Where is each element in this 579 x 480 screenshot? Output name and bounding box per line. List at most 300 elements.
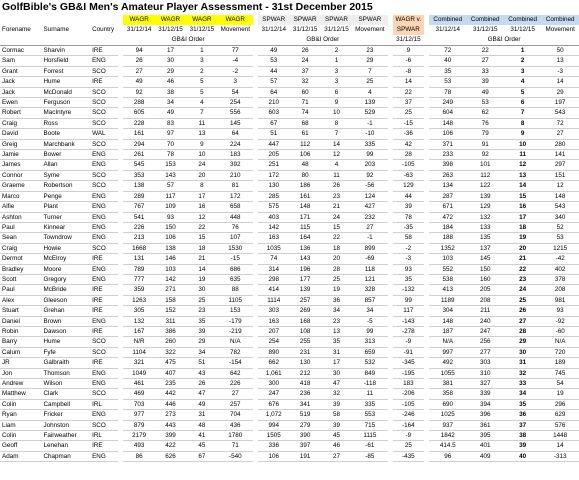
combined-header: Combined bbox=[504, 15, 541, 25]
spwar-header: SPWAR bbox=[289, 15, 320, 25]
wagr-vs-spwar-cell: -15 bbox=[393, 118, 424, 128]
header-row bbox=[0, 35, 579, 46]
country-cell: SCO bbox=[90, 108, 118, 118]
combined-movement-cell: -42 bbox=[541, 254, 579, 264]
spwar-cell: 3 bbox=[321, 77, 352, 87]
wagr-date-header: Movement bbox=[220, 26, 250, 33]
wagr-cell: 1105 bbox=[218, 295, 253, 305]
wagr-cell: 18 bbox=[186, 243, 217, 253]
wagr-cell: 1530 bbox=[218, 243, 253, 253]
spwar-cell: 403 bbox=[258, 212, 289, 222]
spwar-cell: 26 bbox=[289, 46, 320, 56]
combined-cell: 303 bbox=[467, 358, 504, 368]
combined-order-cell: 20 bbox=[504, 243, 541, 253]
surname-cell: Clark bbox=[42, 389, 91, 399]
spwar-cell: 99 bbox=[352, 326, 387, 336]
spwar-cell: 27 bbox=[321, 451, 352, 461]
combined-cell: 205 bbox=[467, 285, 504, 295]
country-cell: ENG bbox=[90, 274, 118, 284]
wagr-cell: 131 bbox=[123, 254, 154, 264]
forename-cell: Alex bbox=[0, 295, 42, 305]
spwar-cell: 414 bbox=[258, 285, 289, 295]
wagr-cell: 138 bbox=[155, 243, 186, 253]
combined-header: Combined bbox=[467, 15, 504, 25]
wagr-cell: 24 bbox=[186, 160, 217, 170]
spwar-cell: 418 bbox=[289, 379, 320, 389]
forename-cell: Ryan bbox=[0, 410, 42, 420]
surname-cell: Campbell bbox=[42, 399, 91, 409]
wagr-vs-spwar-cell: 37 bbox=[393, 98, 424, 108]
combined-date-header: 31/12/15 bbox=[510, 26, 535, 33]
wagr-cell: 5 bbox=[186, 77, 217, 87]
combined-order-cell: 4 bbox=[504, 77, 541, 87]
spwar-cell: 139 bbox=[289, 285, 320, 295]
spwar-cell: 603 bbox=[258, 108, 289, 118]
wagr-cell: 273 bbox=[155, 410, 186, 420]
spwar-cell: 36 bbox=[321, 295, 352, 305]
spwar-cell: 210 bbox=[258, 98, 289, 108]
wagr-cell: 545 bbox=[123, 160, 154, 170]
surname-cell: Fricker bbox=[42, 410, 91, 420]
country-cell: ENG bbox=[90, 202, 118, 212]
wagr-cell: 704 bbox=[218, 410, 253, 420]
wagr-cell: 311 bbox=[155, 316, 186, 326]
combined-order-cell: 35 bbox=[504, 399, 541, 409]
wagr-cell: 288 bbox=[123, 98, 154, 108]
wagr-vs-spwar-date-header: 31/12/15 bbox=[393, 35, 424, 46]
combined-cell: 53 bbox=[429, 77, 466, 87]
combined-movement-cell: 52 bbox=[541, 222, 579, 232]
spwar-cell: 207 bbox=[258, 326, 289, 336]
forename-cell: Graeme bbox=[0, 181, 42, 191]
combined-order-cell: 12 bbox=[504, 160, 541, 170]
spwar-cell: 849 bbox=[352, 368, 387, 378]
forename-cell: Liam bbox=[0, 420, 42, 430]
wagr-cell: 789 bbox=[123, 264, 154, 274]
wagr-cell: 51 bbox=[186, 358, 217, 368]
wagr-cell: 16 bbox=[186, 202, 217, 212]
spwar-cell: 161 bbox=[289, 191, 320, 201]
wagr-cell: 321 bbox=[123, 358, 154, 368]
combined-cell: 96 bbox=[429, 451, 466, 461]
combined-gbi-order-header: GB&I Order bbox=[429, 35, 579, 46]
table-row bbox=[0, 368, 579, 378]
spwar-cell: 890 bbox=[258, 347, 289, 357]
combined-cell: 395 bbox=[467, 431, 504, 441]
spwar-cell: 31 bbox=[321, 347, 352, 357]
spwar-cell: 24 bbox=[321, 212, 352, 222]
country-cell: SCO bbox=[90, 337, 118, 347]
spwar-cell: 17 bbox=[321, 358, 352, 368]
surname-cell: Kinnear bbox=[42, 222, 91, 232]
spwar-cell: 46 bbox=[321, 441, 352, 451]
combined-movement-cell: 1215 bbox=[541, 243, 579, 253]
spwar-cell: 171 bbox=[289, 212, 320, 222]
wagr-cell: 294 bbox=[123, 139, 154, 149]
spwar-cell: 519 bbox=[289, 410, 320, 420]
spwar-cell: 118 bbox=[352, 264, 387, 274]
combined-cell: 310 bbox=[467, 368, 504, 378]
surname-cell: Brown bbox=[42, 316, 91, 326]
wagr-cell: 71 bbox=[218, 441, 253, 451]
wagr-cell: 777 bbox=[123, 274, 154, 284]
spwar-cell: 335 bbox=[352, 139, 387, 149]
surname-cell: Fyfe bbox=[42, 347, 91, 357]
combined-cell: 150 bbox=[467, 264, 504, 274]
table-row bbox=[0, 139, 579, 149]
combined-order-cell: 17 bbox=[504, 212, 541, 222]
spwar-cell: 60 bbox=[289, 87, 320, 97]
spwar-cell: 23 bbox=[321, 316, 352, 326]
spwar-cell: 28 bbox=[321, 264, 352, 274]
spwar-cell: 121 bbox=[352, 274, 387, 284]
wagr-vs-spwar-header: SPWAR bbox=[393, 25, 424, 35]
combined-movement-cell: 189 bbox=[541, 358, 579, 368]
wagr-vs-spwar-cell: 99 bbox=[393, 295, 424, 305]
forename-cell: Andrew bbox=[0, 379, 42, 389]
combined-cell: 160 bbox=[467, 274, 504, 284]
combined-movement-cell: 745 bbox=[541, 368, 579, 378]
country-cell: ENG bbox=[90, 56, 118, 66]
wagr-cell: 686 bbox=[218, 264, 253, 274]
combined-order-cell: 15 bbox=[504, 191, 541, 201]
wagr-vs-spwar-cell: 58 bbox=[393, 233, 424, 243]
country-cell: IRL bbox=[90, 431, 118, 441]
forename-cell: Jack bbox=[0, 87, 42, 97]
wagr-cell: -4 bbox=[218, 56, 253, 66]
forename-cell: Stuart bbox=[0, 306, 42, 316]
wagr-cell: 658 bbox=[218, 202, 253, 212]
page-title: GolfBible's GB&I Men's Amateur Player Assessment - 31st December 2015 bbox=[2, 1, 373, 13]
combined-order-cell: 29 bbox=[504, 337, 541, 347]
wagr-cell: 27 bbox=[123, 66, 154, 76]
spwar-cell: 92 bbox=[352, 170, 387, 180]
wagr-vs-spwar-cell: -35 bbox=[393, 222, 424, 232]
wagr-vs-spwar-cell: 35 bbox=[393, 274, 424, 284]
country-cell: IRE bbox=[90, 285, 118, 295]
combined-order-cell: 13 bbox=[504, 170, 541, 180]
spwar-cell: 23 bbox=[352, 46, 387, 56]
combined-movement-cell: 151 bbox=[541, 170, 579, 180]
surname-cell: Hume bbox=[42, 337, 91, 347]
spwar-cell: 142 bbox=[258, 222, 289, 232]
surname-cell: Horsfield bbox=[42, 56, 91, 66]
combined-movement-cell: 280 bbox=[541, 139, 579, 149]
wagr-cell: 150 bbox=[155, 222, 186, 232]
wagr-vs-spwar-cell: -278 bbox=[393, 326, 424, 336]
wagr-cell: 145 bbox=[218, 118, 253, 128]
spwar-cell: 1115 bbox=[352, 431, 387, 441]
wagr-cell: 359 bbox=[123, 285, 154, 295]
spwar-cell: 251 bbox=[258, 160, 289, 170]
spwar-cell: 1505 bbox=[258, 431, 289, 441]
wagr-cell: 257 bbox=[218, 399, 253, 409]
spwar-cell: 18 bbox=[321, 243, 352, 253]
combined-cell: 211 bbox=[467, 306, 504, 316]
forename-cell: Robin bbox=[0, 326, 42, 336]
wagr-cell: 43 bbox=[186, 368, 217, 378]
combined-cell: 277 bbox=[467, 347, 504, 357]
combined-order-cell: 7 bbox=[504, 108, 541, 118]
spwar-cell: -61 bbox=[352, 441, 387, 451]
country-cell: ENG bbox=[90, 150, 118, 160]
spwar-cell: 143 bbox=[289, 254, 320, 264]
wagr-vs-spwar-cell: 25 bbox=[393, 441, 424, 451]
combined-cell: 39 bbox=[467, 77, 504, 87]
wagr-cell: 27 bbox=[218, 389, 253, 399]
wagr-cell: 461 bbox=[123, 379, 154, 389]
spwar-cell: 314 bbox=[258, 264, 289, 274]
wagr-cell: 3 bbox=[186, 56, 217, 66]
wagr-vs-spwar-cell: -164 bbox=[393, 420, 424, 430]
spwar-header: SPWAR bbox=[258, 15, 289, 25]
country-cell: IRE bbox=[90, 326, 118, 336]
wagr-cell: 260 bbox=[155, 337, 186, 347]
combined-cell: 538 bbox=[429, 274, 466, 284]
table-row bbox=[0, 202, 579, 212]
combined-cell: 937 bbox=[429, 420, 466, 430]
combined-cell: 78 bbox=[429, 87, 466, 97]
spwar-header: SPWAR bbox=[321, 15, 352, 25]
spwar-cell: 196 bbox=[289, 264, 320, 274]
wagr-cell: 2 bbox=[186, 66, 217, 76]
wagr-cell: 322 bbox=[155, 347, 186, 357]
spwar-cell: 130 bbox=[258, 181, 289, 191]
combined-cell: 240 bbox=[467, 316, 504, 326]
surname-cell: Boote bbox=[42, 129, 91, 139]
wagr-cell: 469 bbox=[123, 389, 154, 399]
table-row bbox=[0, 108, 579, 118]
wagr-vs-spwar-header: WAGR v. bbox=[393, 15, 424, 25]
spwar-cell: -1 bbox=[352, 233, 387, 243]
combined-order-cell: 16 bbox=[504, 202, 541, 212]
wagr-cell: 97 bbox=[155, 129, 186, 139]
combined-cell: 148 bbox=[429, 316, 466, 326]
wagr-cell: 399 bbox=[155, 431, 186, 441]
forename-cell: Geoff bbox=[0, 441, 42, 451]
country-cell: IRE bbox=[90, 441, 118, 451]
combined-cell: 401 bbox=[467, 441, 504, 451]
wagr-cell: 64 bbox=[218, 129, 253, 139]
combined-movement-cell: 402 bbox=[541, 264, 579, 274]
combined-order-cell: 26 bbox=[504, 306, 541, 316]
wagr-vs-spwar-cell: -435 bbox=[393, 451, 424, 461]
combined-order-cell: 34 bbox=[504, 389, 541, 399]
spwar-cell: 6 bbox=[321, 87, 352, 97]
wagr-cell: 67 bbox=[186, 451, 217, 461]
combined-movement-cell: 720 bbox=[541, 347, 579, 357]
combined-cell: 327 bbox=[467, 379, 504, 389]
combined-cell: 187 bbox=[429, 326, 466, 336]
combined-order-cell: 3 bbox=[504, 66, 541, 76]
spwar-cell: 899 bbox=[352, 243, 387, 253]
wagr-cell: 4 bbox=[186, 98, 217, 108]
table-row bbox=[0, 347, 579, 357]
combined-movement-cell: -60 bbox=[541, 326, 579, 336]
spwar-cell: 148 bbox=[289, 202, 320, 212]
spwar-cell: 4 bbox=[321, 160, 352, 170]
table-row bbox=[0, 129, 579, 139]
combined-cell: 394 bbox=[467, 399, 504, 409]
wagr-cell: 20 bbox=[186, 170, 217, 180]
wagr-cell: 92 bbox=[123, 87, 154, 97]
spwar-cell: 212 bbox=[289, 368, 320, 378]
combined-cell: 79 bbox=[467, 129, 504, 139]
combined-order-cell: 5 bbox=[504, 87, 541, 97]
wagr-cell: 19 bbox=[186, 274, 217, 284]
surname-cell: Thomson bbox=[42, 368, 91, 378]
wagr-cell: 46 bbox=[155, 77, 186, 87]
spwar-cell: 15 bbox=[321, 222, 352, 232]
forename-cell: Calum bbox=[0, 347, 42, 357]
country-cell: WAL bbox=[90, 129, 118, 139]
combined-movement-cell: 629 bbox=[541, 410, 579, 420]
combined-movement-cell: 576 bbox=[541, 420, 579, 430]
spwar-cell: 32 bbox=[321, 389, 352, 399]
wagr-cell: 1 bbox=[186, 46, 217, 56]
table-row bbox=[0, 254, 579, 264]
combined-cell: 92 bbox=[467, 150, 504, 160]
spwar-cell: -56 bbox=[352, 181, 387, 191]
table-row bbox=[0, 431, 579, 441]
combined-movement-cell: 197 bbox=[541, 98, 579, 108]
country-cell: SCO bbox=[90, 170, 118, 180]
surname-cell: Bower bbox=[42, 150, 91, 160]
combined-order-cell: 6 bbox=[504, 98, 541, 108]
combined-cell: 148 bbox=[429, 118, 466, 128]
spwar-cell: 30 bbox=[321, 368, 352, 378]
wagr-cell: 475 bbox=[155, 358, 186, 368]
forename-cell: Craig bbox=[0, 118, 42, 128]
wagr-cell: 446 bbox=[155, 399, 186, 409]
wagr-cell: 21 bbox=[186, 254, 217, 264]
wagr-vs-spwar-cell: 14 bbox=[393, 77, 424, 87]
country-header: Country bbox=[92, 26, 115, 33]
forename-cell: James bbox=[0, 160, 42, 170]
spwar-cell: 48 bbox=[289, 160, 320, 170]
combined-cell: 1025 bbox=[429, 410, 466, 420]
wagr-vs-spwar-cell: -6 bbox=[393, 56, 424, 66]
country-cell: IRE bbox=[90, 358, 118, 368]
spwar-cell: 24 bbox=[289, 56, 320, 66]
table-row bbox=[0, 170, 579, 180]
spwar-cell: 168 bbox=[289, 316, 320, 326]
combined-cell: 208 bbox=[467, 295, 504, 305]
wagr-cell: 86 bbox=[123, 451, 154, 461]
wagr-vs-spwar-cell: -105 bbox=[393, 160, 424, 170]
table-row bbox=[0, 150, 579, 160]
country-cell: SCO bbox=[90, 243, 118, 253]
combined-order-cell: 24 bbox=[504, 285, 541, 295]
combined-cell: 53 bbox=[467, 98, 504, 108]
spwar-cell: 61 bbox=[289, 129, 320, 139]
spwar-cell: 1114 bbox=[258, 295, 289, 305]
spwar-cell: 47 bbox=[321, 379, 352, 389]
spwar-cell: 857 bbox=[352, 295, 387, 305]
combined-cell: 398 bbox=[429, 160, 466, 170]
table-row bbox=[0, 98, 579, 108]
wagr-cell: 132 bbox=[123, 316, 154, 326]
wagr-vs-spwar-cell: -9 bbox=[393, 431, 424, 441]
combined-order-cell: 25 bbox=[504, 295, 541, 305]
spwar-cell: 23 bbox=[321, 191, 352, 201]
spwar-cell: 25 bbox=[352, 77, 387, 87]
combined-cell: N/A bbox=[429, 337, 466, 347]
wagr-cell: 47 bbox=[186, 389, 217, 399]
forename-cell: Paul bbox=[0, 222, 42, 232]
wagr-cell: 23 bbox=[186, 306, 217, 316]
combined-cell: 381 bbox=[429, 379, 466, 389]
combined-cell: 413 bbox=[429, 285, 466, 295]
spwar-cell: 257 bbox=[289, 295, 320, 305]
wagr-cell: 29 bbox=[155, 66, 186, 76]
surname-cell: Forrest bbox=[42, 66, 91, 76]
combined-order-cell: 18 bbox=[504, 222, 541, 232]
surname-cell: Grehan bbox=[42, 306, 91, 316]
spwar-cell: 39 bbox=[321, 399, 352, 409]
combined-cell: 287 bbox=[429, 191, 466, 201]
forename-cell: Marco bbox=[0, 191, 42, 201]
wagr-cell: 161 bbox=[123, 129, 154, 139]
spwar-cell: 37 bbox=[289, 66, 320, 76]
spwar-cell: 163 bbox=[258, 233, 289, 243]
surname-cell: Ferguson bbox=[42, 98, 91, 108]
combined-cell: 133 bbox=[467, 222, 504, 232]
combined-movement-cell: 208 bbox=[541, 285, 579, 295]
wagr-cell: 17 bbox=[186, 191, 217, 201]
wagr-cell: 289 bbox=[123, 191, 154, 201]
surname-cell: Gleeson bbox=[42, 295, 91, 305]
combined-movement-cell: 27 bbox=[541, 129, 579, 139]
table-row bbox=[0, 87, 579, 97]
combined-movement-cell: -3 bbox=[541, 66, 579, 76]
spwar-cell: 203 bbox=[352, 160, 387, 170]
combined-movement-cell: 53 bbox=[541, 233, 579, 243]
header-cell bbox=[90, 35, 118, 46]
header-cell bbox=[0, 15, 42, 25]
table-row bbox=[0, 222, 579, 232]
wagr-cell: 17 bbox=[155, 46, 186, 56]
wagr-cell: 1104 bbox=[123, 347, 154, 357]
wagr-cell: 34 bbox=[186, 347, 217, 357]
combined-cell: 263 bbox=[429, 170, 466, 180]
surname-cell: Johnston bbox=[42, 420, 91, 430]
spwar-cell: 58 bbox=[321, 410, 352, 420]
country-cell: ENG bbox=[90, 212, 118, 222]
spwar-cell: 285 bbox=[258, 191, 289, 201]
table-row bbox=[0, 191, 579, 201]
spwar-cell: 14 bbox=[321, 139, 352, 149]
table-row bbox=[0, 379, 579, 389]
surname-cell: Ross bbox=[42, 118, 91, 128]
wagr-cell: -2 bbox=[218, 66, 253, 76]
forename-cell: Barry bbox=[0, 337, 42, 347]
wagr-cell: 3 bbox=[218, 77, 253, 87]
wagr-cell: -179 bbox=[218, 316, 253, 326]
spwar-cell: 71 bbox=[289, 98, 320, 108]
wagr-date-header: 31/12/15 bbox=[158, 26, 183, 33]
wagr-cell: 254 bbox=[218, 98, 253, 108]
surname-cell: Hume bbox=[42, 77, 91, 87]
combined-date-header: 31/12/14 bbox=[435, 26, 461, 33]
combined-cell: 122 bbox=[467, 181, 504, 191]
surname-cell: Lenehan bbox=[42, 441, 91, 451]
wagr-cell: 22 bbox=[186, 222, 217, 232]
combined-cell: 339 bbox=[467, 389, 504, 399]
spwar-cell: 64 bbox=[258, 87, 289, 97]
wagr-cell: 605 bbox=[123, 108, 154, 118]
table-row bbox=[0, 316, 579, 326]
